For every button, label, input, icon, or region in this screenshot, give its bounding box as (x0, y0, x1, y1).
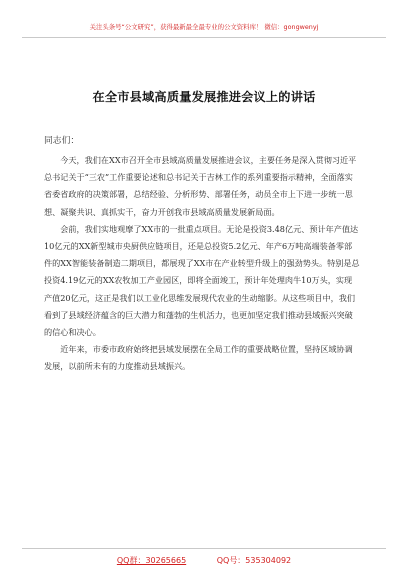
document-body (44, 152, 360, 376)
qq-number-text: QQ号：535304092 (216, 556, 292, 565)
paragraph: 会前，我们实地观摩了XX市的一批重点项目。无论是投资3.48亿元、预计年产值达10亿元的XX新型城市央厨供应链项目，还是总投资5.2亿元、年产6万吨高端装备零部件的XX智能装备制造二期项目，都展现了XX市在产业转型升级上的强劲势头。特别是总投资4.19亿元的XX农牧加工产业园区，即将全面竣工，预计年处理肉牛10万头，实现产值20亿元，这正是我们以工业化思维发展现代农业的生动缩影。从这些项目中，我们看到了县域经济蕴含的巨大潜力和蓬勃的生机活力，也更加坚定我们推动县域振兴突破的信心和决心。 (44, 223, 360, 338)
header-divider (22, 37, 386, 38)
footer (0, 555, 408, 566)
salutation: 同志们： (44, 136, 80, 146)
paragraph: 今天，我们在XX市召开全市县域高质量发展推进会议，主要任务是深入贯彻习近平总书记关于“三农”工作重要论述和总书记关于吉林工作的系列重要指示精神，全面落实省委省政府的决策部署，总结经验、分析形势、部署任务，动员全市上下进一步统一思想、凝聚共识、真抓实干，奋力开创我市县域高质量发展新局面。 (44, 155, 357, 217)
qq-group-link[interactable]: QQ群：30265665 (116, 556, 187, 565)
paragraph: 近年来，市委市政府始终把县域发展摆在全局工作的重要战略位置，坚持区域协调发展，以前所未有的力度推动县域振兴。 (44, 344, 353, 372)
document-title: 在全市县域高质量发展推进会议上的讲话 (92, 90, 316, 104)
footer-divider (22, 548, 386, 549)
header-banner: 关注头条号“公文研究”，获得最新最全最专业的公文资料库！ 微信：gongwenyj (89, 23, 319, 31)
